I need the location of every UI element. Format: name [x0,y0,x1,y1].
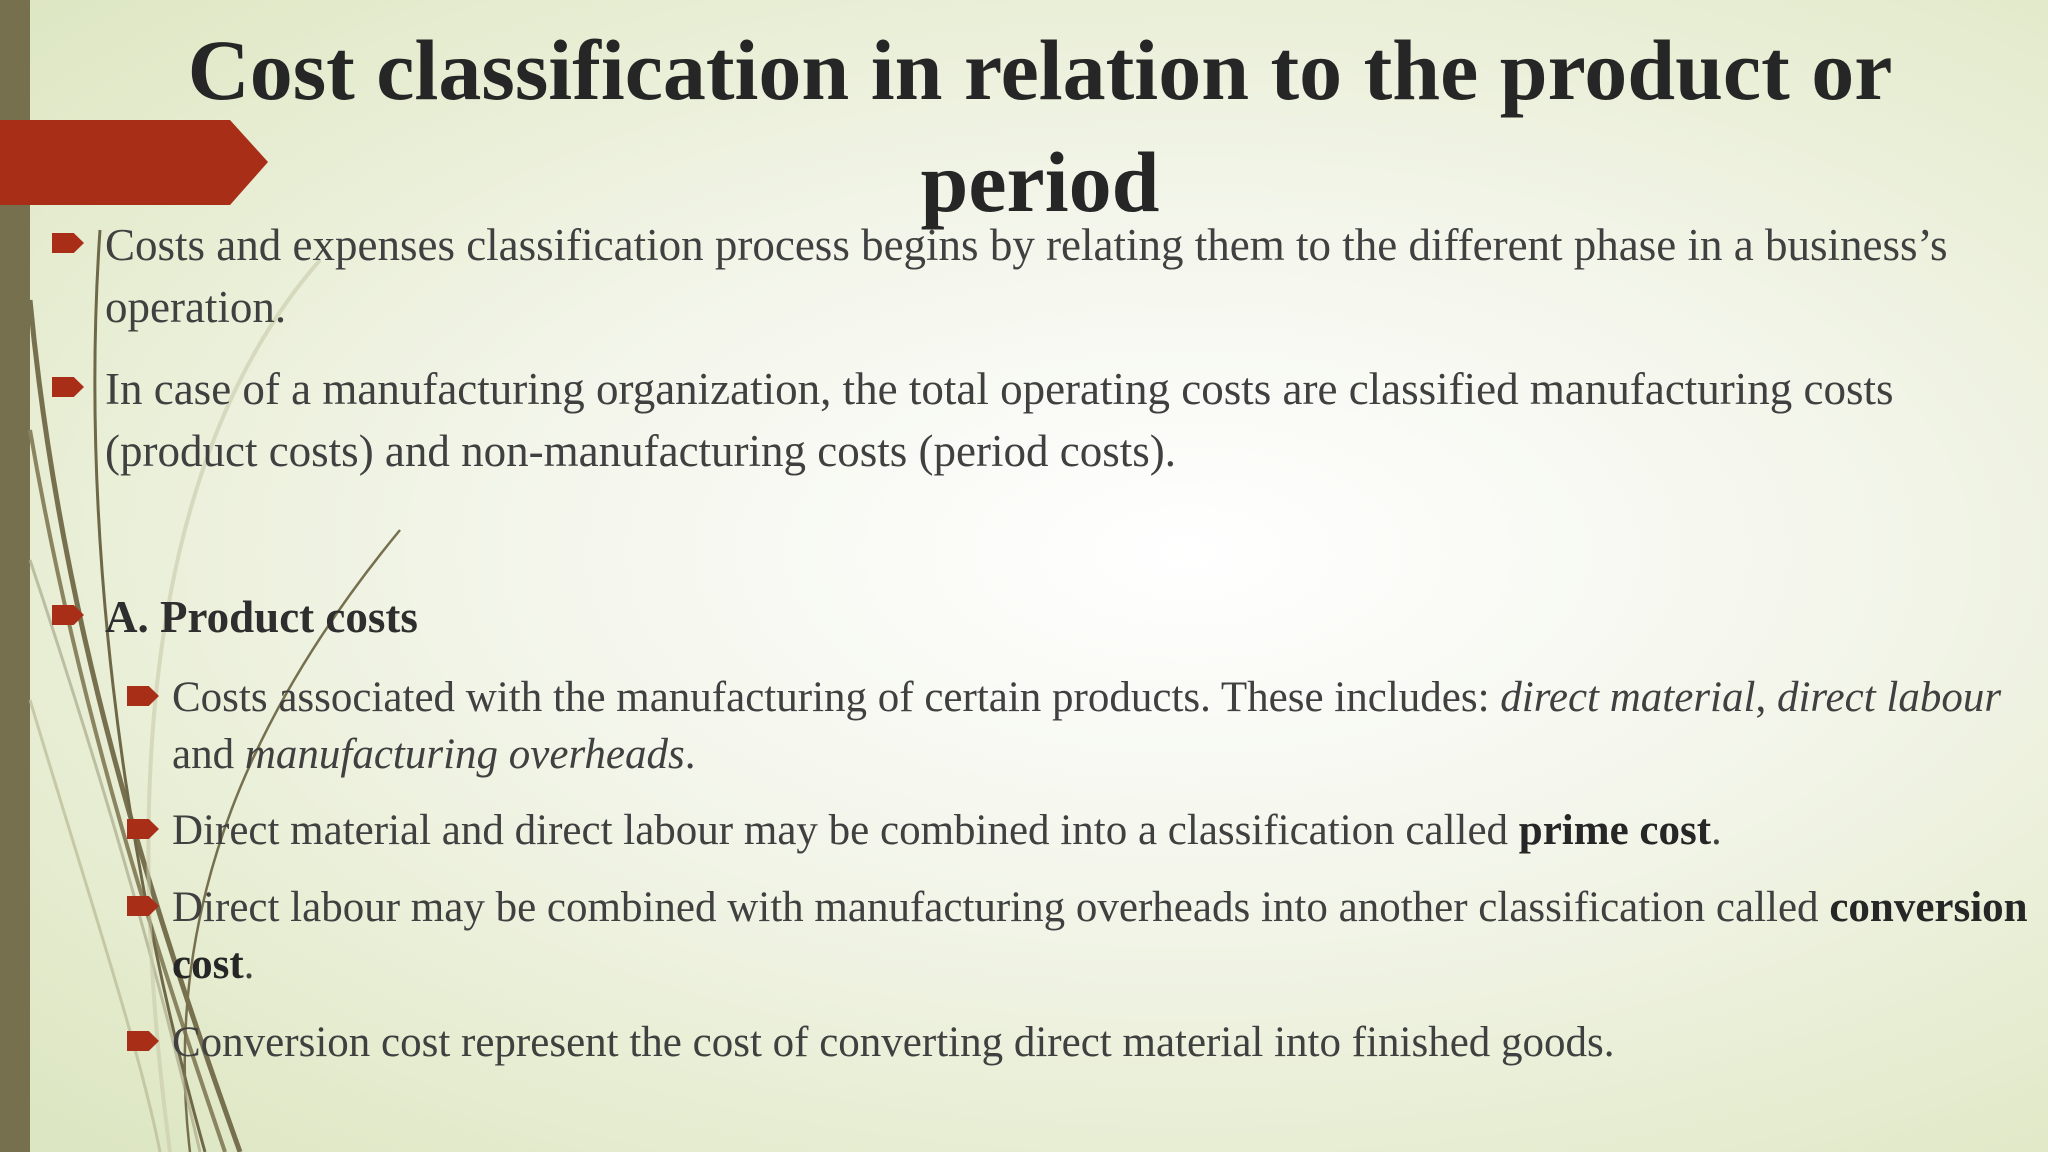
sub-bullet-text: Direct labour may be combined with manufacturing overheads into another classification called conversion cost. [172,884,2028,988]
sub-bullet-text: Conversion cost represent the cost of converting direct material into finished goods. [172,1019,1615,1066]
sub-bullet-text: Costs associated with the manufacturing of certain products. These includes: direct material, direct labour and manufacturing overheads. [172,674,2002,778]
bullet-text: Costs and expenses classification process begins by relating them to the different phase in a business’s operation. [105,220,1948,332]
sub-bullet-text: Direct material and direct labour may be combined into a classification called prime cost. [172,807,1722,854]
section-heading: A. Product costs [105,592,418,642]
slide-title: Cost classification in relation to the product or period [187,22,1893,230]
bullet-text: In case of a manufacturing organization, the total operating costs are classified manufacturing costs (product costs) and non-manufacturing costs (period costs). [105,364,1894,476]
